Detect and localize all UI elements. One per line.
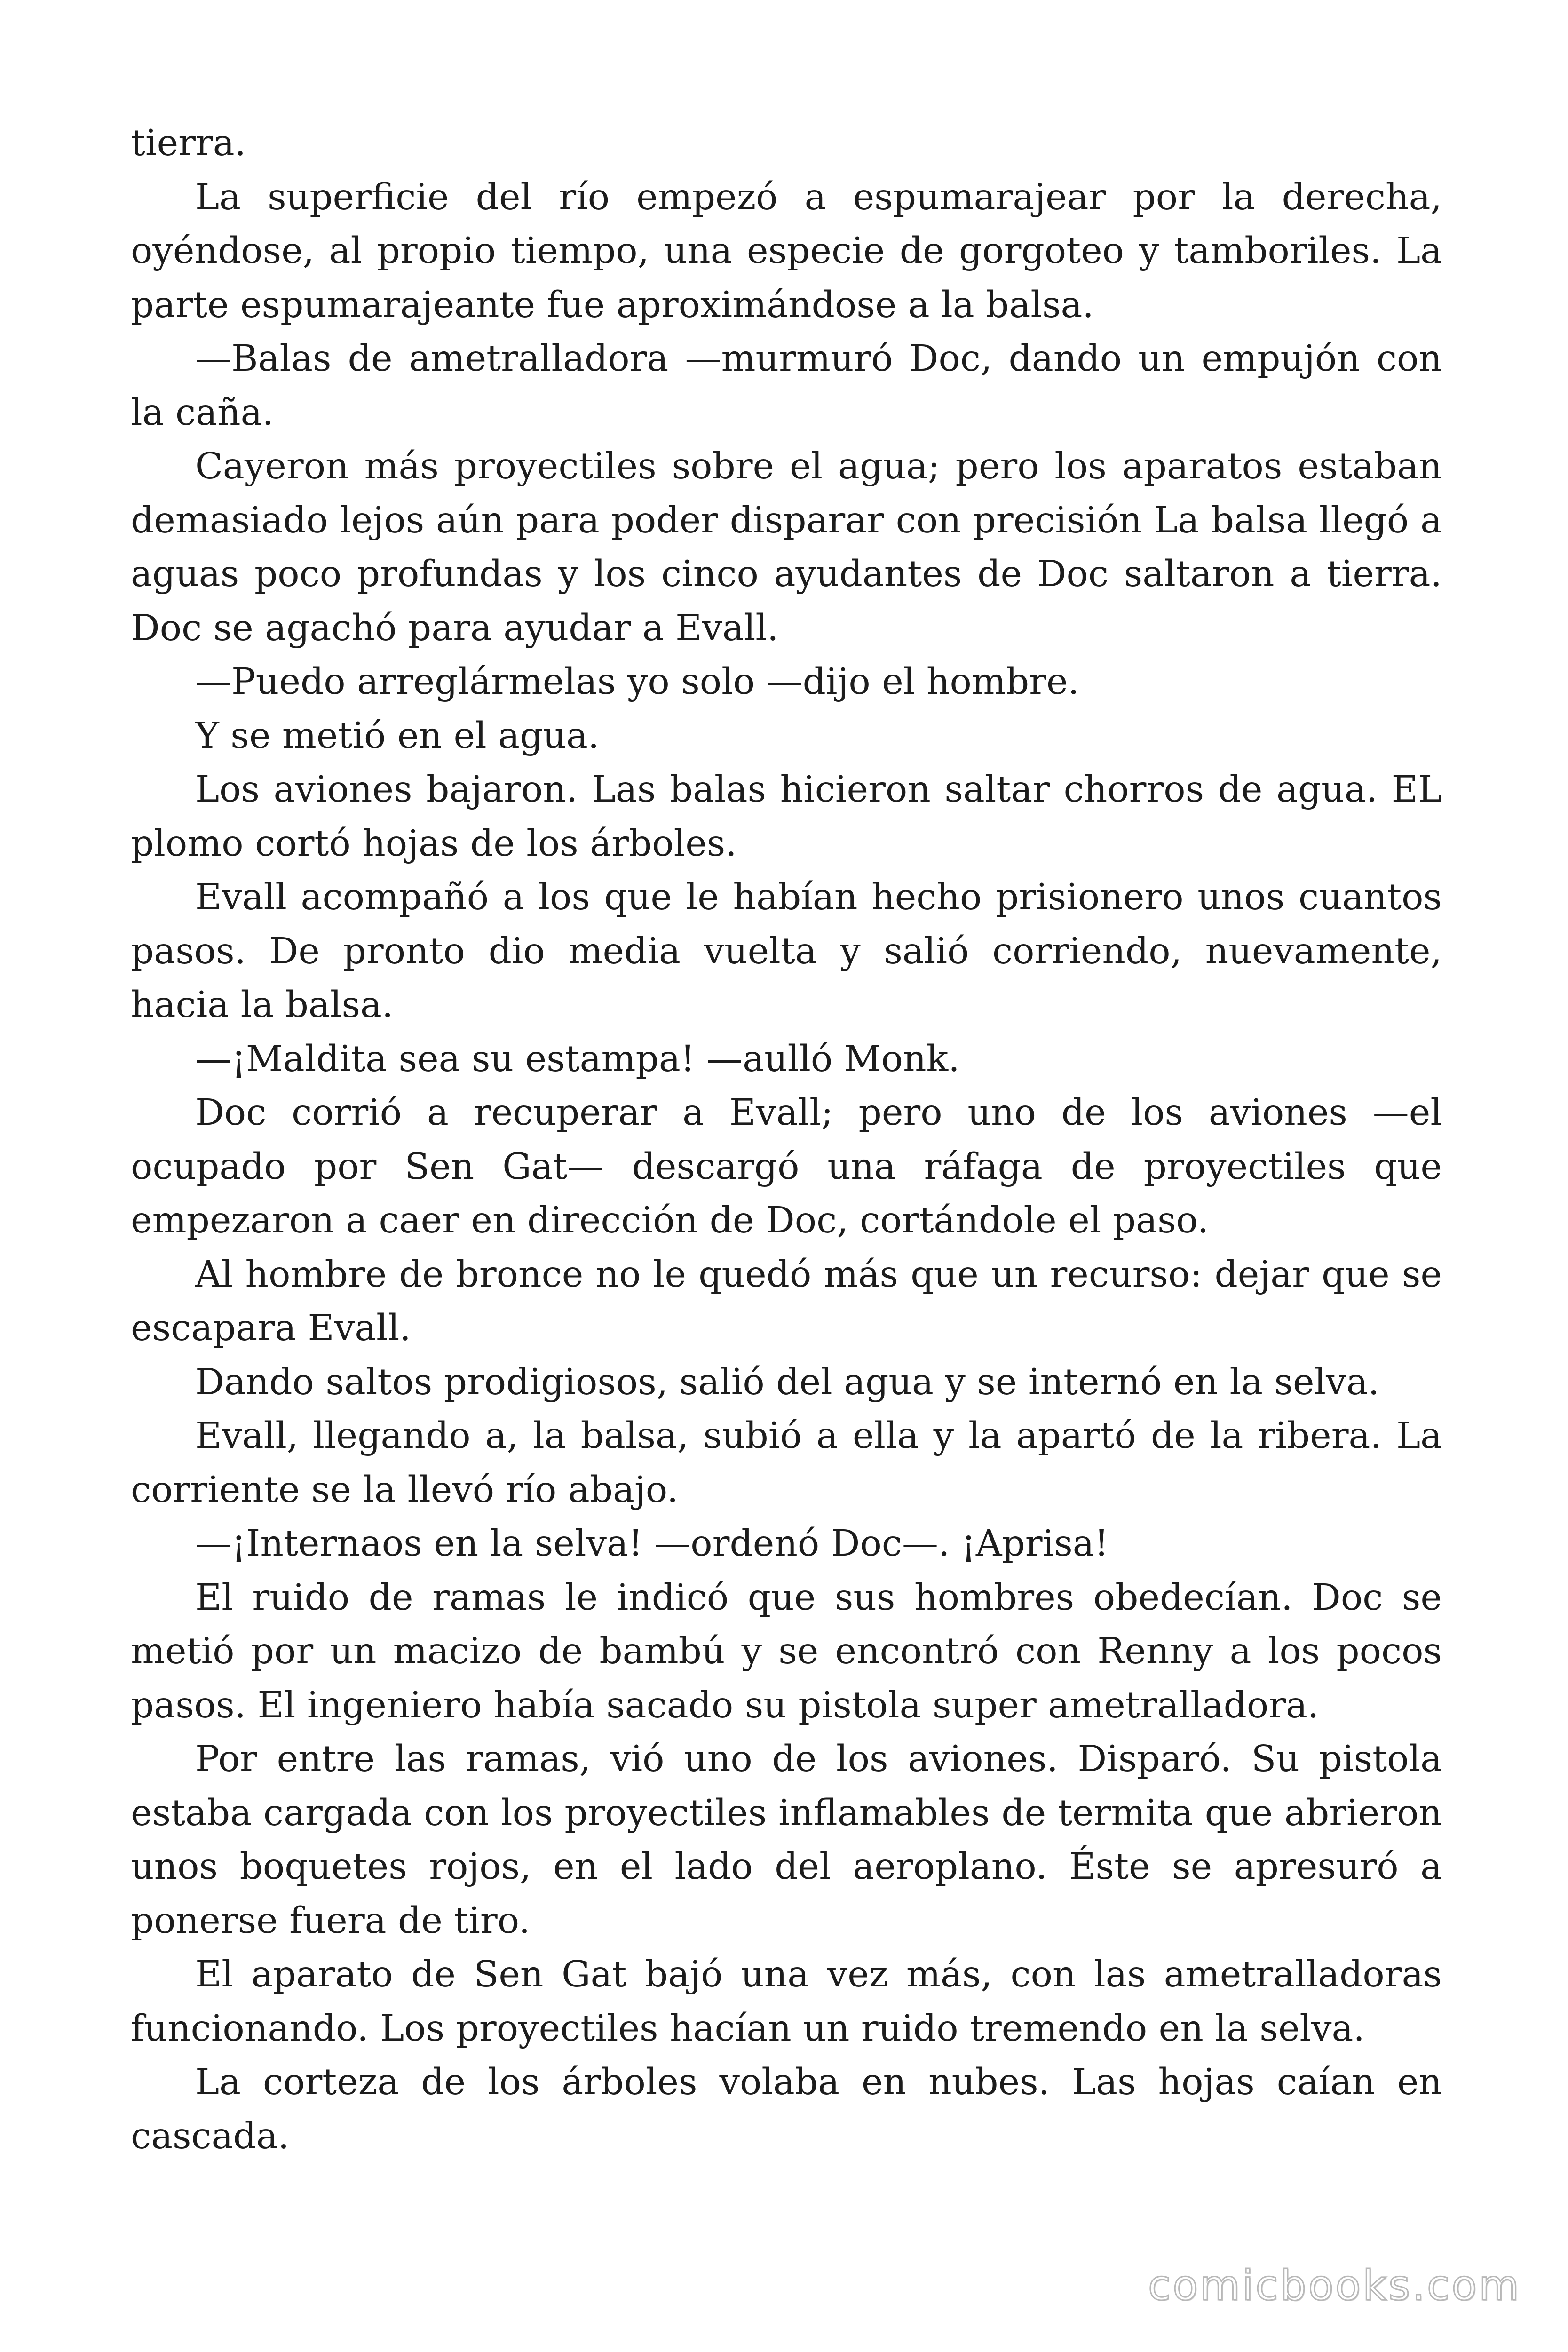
page-body [131, 117, 1442, 2163]
paragraph: El aparato de Sen Gat bajó una vez más, con las ametralladoras funcionando. Los proyectiles hacían un ruido tremendo en la selva. [131, 1954, 1442, 2050]
paragraph: El ruido de ramas le indicó que sus hombres obedecían. Doc se metió por un macizo de bambú y se encontró con Renny a los pocos pasos. El ingeniero había sacado su pistola super ametralladora. [131, 1576, 1442, 1726]
paragraph: La corteza de los árboles volaba en nubes. Las hojas caían en cascada. [131, 2061, 1442, 2157]
watermark: comicbooks.com [1148, 2261, 1521, 2310]
paragraph: Los aviones bajaron. Las balas hicieron saltar chorros de agua. EL plomo cortó hojas de los árboles. [131, 769, 1442, 865]
paragraph: tierra. [131, 122, 246, 164]
paragraph: —Puedo arreglármelas yo solo —dijo el hombre. [195, 661, 1079, 703]
paragraph: —¡Internaos en la selva! —ordenó Doc—. ¡Aprisa! [195, 1523, 1109, 1565]
paragraph: Por entre las ramas, vió uno de los aviones. Disparó. Su pistola estaba cargada con los proyectiles inflamables de termita que abrieron unos boquetes rojos, en el lado del aeroplano. Éste se apresuró a ponerse fuera de tiro. [131, 1738, 1442, 1942]
paragraph: Dando saltos prodigiosos, salió del agua y se internó en la selva. [195, 1361, 1380, 1403]
paragraph: Doc corrió a recuperar a Evall; pero uno de los aviones —el ocupado por Sen Gat— descargó una ráfaga de proyectiles que empezaron a caer en dirección de Doc, cortándole el paso. [131, 1092, 1442, 1241]
paragraph: Al hombre de bronce no le quedó más que un recurso: dejar que se escapara Evall. [131, 1253, 1442, 1349]
paragraph: —¡Maldita sea su estampa! —aulló Monk. [195, 1038, 960, 1080]
paragraph: —Balas de ametralladora —murmuró Doc, dando un empujón con la caña. [131, 338, 1442, 434]
paragraph: Cayeron más proyectiles sobre el agua; pero los aparatos estaban demasiado lejos aún para poder disparar con precisión La balsa llegó a aguas poco profundas y los cinco ayudantes de Doc saltaron a tierra. Doc se agachó para ayudar a Evall. [131, 445, 1442, 649]
paragraph: Y se metió en el agua. [195, 715, 600, 757]
paragraph: Evall, llegando a, la balsa, subió a ella y la apartó de la ribera. La corriente se la llevó río abajo. [131, 1415, 1442, 1511]
paragraph: Evall acompañó a los que le habían hecho prisionero unos cuantos pasos. De pronto dio media vuelta y salió corriendo, nuevamente, hacia la balsa. [131, 876, 1442, 1026]
paragraph: La superficie del río empezó a espumarajear por la derecha, oyéndose, al propio tiempo, una especie de gorgoteo y tamboriles. La parte espumarajeante fue aproximándose a la balsa. [131, 176, 1442, 326]
